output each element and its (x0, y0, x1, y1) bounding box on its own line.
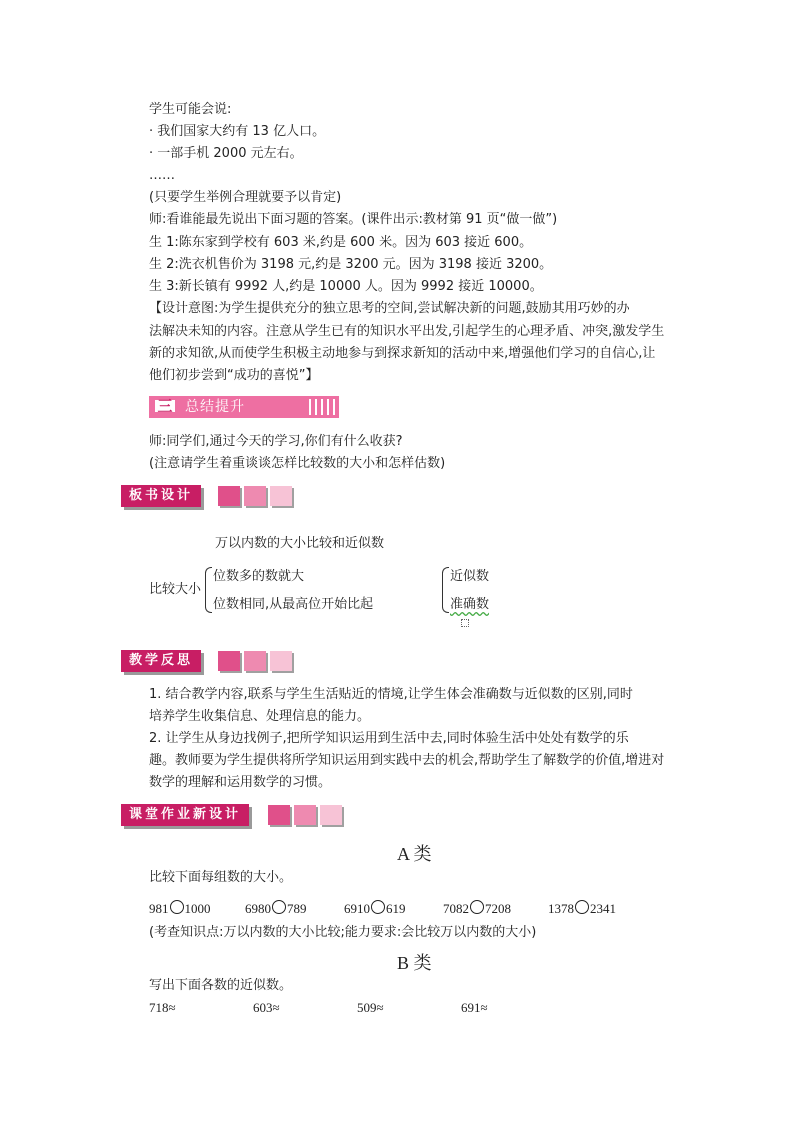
pair-left: 6980 (245, 901, 271, 916)
approx-term: 近似数 (450, 569, 490, 584)
board-title: 万以内数的大小比较和近似数 (215, 536, 385, 551)
approx-item: 603≈ (253, 1000, 280, 1015)
banner-square (218, 651, 240, 671)
compare-circle[interactable] (470, 900, 484, 914)
compare-pair (443, 899, 511, 919)
a-note: (考查知识点:万以内数的大小比较;能力要求:会比较万以内数的大小) (149, 925, 537, 940)
banner-square (244, 486, 266, 506)
banner-square (244, 651, 266, 671)
right-brace (442, 567, 449, 613)
reflection-line: 培养学生收集信息、处理信息的能力。 (149, 709, 371, 724)
reflection-line: 数学的理解和运用数学的习惯。 (149, 775, 332, 790)
pair-right: 2341 (590, 901, 616, 916)
banner-square (320, 805, 342, 825)
approx-item: 718≈ (149, 1000, 176, 1015)
approx-item: 691≈ (461, 1000, 488, 1015)
banner-square (268, 805, 290, 825)
compare-circle[interactable] (272, 900, 286, 914)
reflection-line: 趣。教师要为学生提供将所学知识运用到实践中去的机会,帮助学生了解数学的价值,增进对 (149, 753, 665, 768)
pair-left: 1378 (548, 901, 574, 916)
banner-stripes (309, 399, 335, 415)
teacher-question: 师:同学们,通过今天的学习,你们有什么收获? (149, 434, 403, 449)
design-intent-line: 他们初步尝到“成功的喜悦”】 (149, 368, 319, 383)
compare-circle[interactable] (371, 900, 385, 914)
compare-pair (344, 899, 406, 919)
compare-label: 比较大小 (149, 582, 202, 597)
b-instruction: 写出下面各数的近似数。 (149, 978, 293, 993)
banner-square (270, 651, 292, 671)
reflection-line: 1. 结合教学内容,联系与学生生活贴近的情境,让学生体会准确数与近似数的区别,同时 (149, 687, 633, 702)
reflection-banner (121, 650, 301, 672)
pair-right: 789 (287, 901, 307, 916)
banner-label: 教学反思 (121, 650, 201, 672)
reflection-line: 2. 让学生从身边找例子,把所学知识运用到生活中去,同时体验生活中处处有数学的乐 (149, 731, 629, 746)
a-heading: A 类 (397, 844, 432, 864)
compare-pair (548, 899, 616, 919)
compare-pair (245, 899, 307, 919)
student-answer: 生 2:洗衣机售价为 3198 元,约是 3200 元。因为 3198 接近 3200。 (149, 257, 553, 272)
compare-circle[interactable] (170, 900, 184, 914)
students-may-say: 学生可能会说: (149, 102, 232, 117)
student-answer: 生 1:陈东家到学校有 603 米,约是 600 米。因为 603 接近 600。 (149, 235, 533, 250)
design-intent-line: 新的求知欲,从而使学生积极主动地参与到探求新知的活动中来,增强他们学习的自信心,让 (149, 346, 656, 361)
teacher-prompt: 师:看谁能最先说出下面习题的答案。(课件出示:教材第 91 页“做一做”) (149, 212, 558, 227)
a-instruction: 比较下面每组数的大小。 (149, 870, 293, 885)
summary-section-banner (149, 396, 339, 418)
pair-left: 6910 (344, 901, 370, 916)
compare-pair (149, 899, 211, 919)
pair-left: 981 (149, 901, 169, 916)
banner-square (270, 486, 292, 506)
student-answer: 生 3:新长镇有 9992 人,约是 10000 人。因为 9992 接近 10000。 (149, 279, 543, 294)
b-heading: B 类 (397, 953, 432, 973)
section-number: 三 (153, 398, 177, 414)
pair-right: 619 (386, 901, 406, 916)
banner-label: 板书设计 (121, 485, 201, 507)
example-line: · 一部手机 2000 元左右。 (149, 146, 303, 161)
banner-label: 课堂作业新设计 (121, 804, 249, 826)
pair-right: 7208 (485, 901, 511, 916)
approx-item: 509≈ (357, 1000, 384, 1015)
approx-term: 准确数 (450, 597, 490, 612)
board-design-banner (121, 485, 301, 507)
anchor-mark (461, 619, 469, 627)
note-line: (只要学生举例合理就要予以肯定) (149, 190, 342, 205)
pair-right: 1000 (184, 901, 211, 916)
ellipsis: …… (149, 168, 175, 183)
section-title: 总结提升 (185, 399, 245, 415)
example-line: · 我们国家大约有 13 亿人口。 (149, 124, 326, 139)
compare-circle[interactable] (575, 900, 589, 914)
banner-square (218, 486, 240, 506)
pair-left: 7082 (443, 901, 469, 916)
compare-rule: 位数相同,从最高位开始比起 (213, 597, 374, 612)
note-line: (注意请学生着重谈谈怎样比较数的大小和怎样估数) (149, 456, 446, 471)
left-brace (205, 567, 212, 613)
homework-banner (121, 804, 351, 826)
compare-rule: 位数多的数就大 (213, 569, 305, 584)
design-intent-line: 法解决未知的内容。注意从学生已有的知识水平出发,引起学生的心理矛盾、冲突,激发学生 (149, 324, 665, 339)
design-intent-line: 【设计意图:为学生提供充分的独立思考的空间,尝试解决新的问题,鼓励其用巧妙的办 (149, 301, 630, 316)
banner-square (294, 805, 316, 825)
